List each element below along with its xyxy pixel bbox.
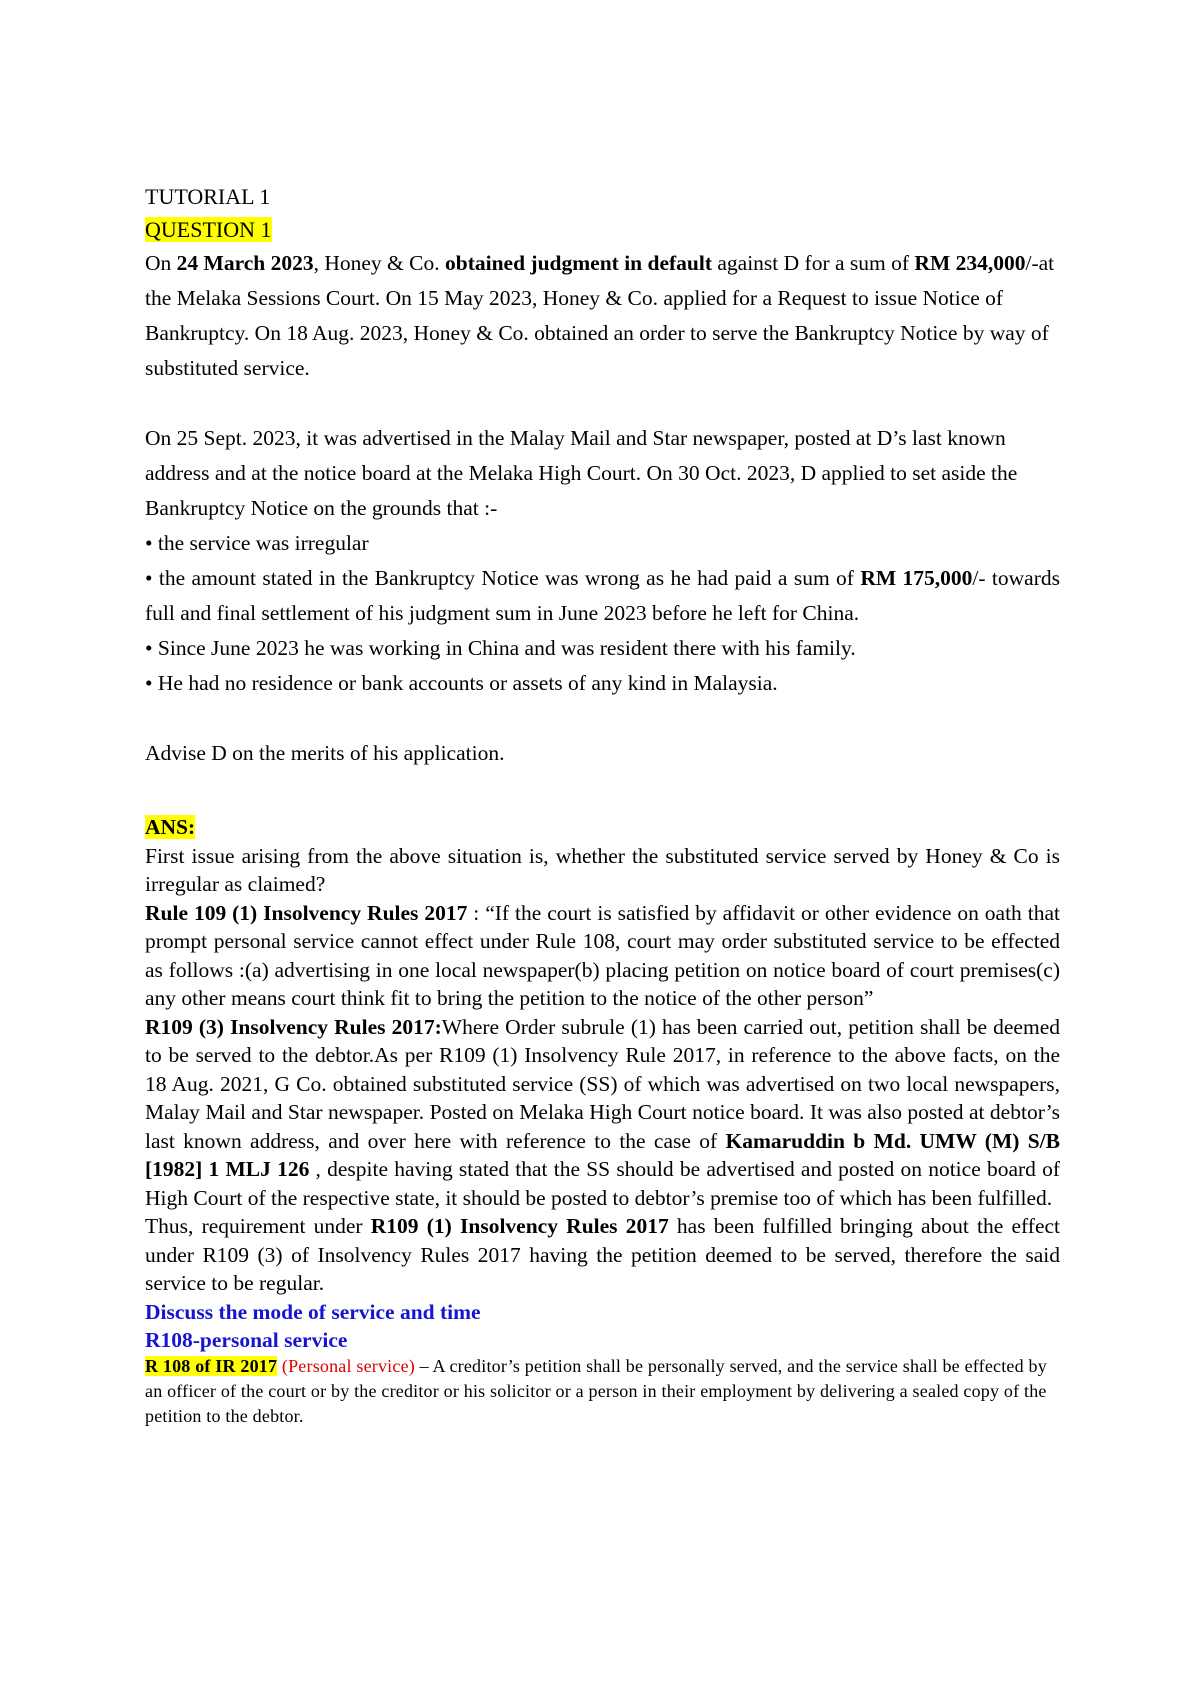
document-body bbox=[145, 180, 1060, 1429]
bullet-item: • He had no residence or bank accounts or assets of any kind in Malaysia. bbox=[145, 671, 778, 695]
answer-label-line bbox=[145, 813, 1060, 842]
text-run: has been fulfilled bringing about the effect under R109 (3) of Insolvency Rules 2017 having the petition deemed to be served, therefore the said service to be regular. bbox=[145, 1214, 1061, 1295]
question-label-line bbox=[145, 213, 1060, 246]
text-run: : “If the court is satisfied by affidavit or other evidence on oath that prompt personal service cannot effect under Rule 108, court may order substituted service to be effected as follows :(a) advertising in one local newspaper(b) placing petition on notice board of court premises(c) any other means court think fit to bring the petition to the notice of the other person” bbox=[145, 900, 1060, 1010]
bold-run: RM 234,000 bbox=[914, 251, 1026, 275]
text-run: , Honey & Co. bbox=[313, 251, 445, 275]
bullet-item: • Since June 2023 he was working in China and was resident there with his family. bbox=[145, 636, 856, 660]
bold-run: obtained judgment in default bbox=[445, 251, 712, 275]
text-run: , despite having stated that the SS should be advertised and posted on notice board of High Court of the respective state, it should be posted to debtor’s premise too of which has been fulfilled. bbox=[145, 1157, 1061, 1210]
answer-label: ANS: bbox=[145, 815, 196, 839]
bullet-item: • the service was irregular bbox=[145, 531, 369, 555]
issue-paragraph: First issue arising from the above situation is, whether the substituted service served by Honey & Co is irregular as claimed? bbox=[145, 843, 1060, 896]
text-run: /- towards full and final settlement of his judgment sum in June 2023 before he left for China. bbox=[145, 566, 1060, 625]
section-heading: R108-personal service bbox=[145, 1327, 348, 1352]
text-run: Where Order subrule (1) has been carried out, petition shall be deemed to be served to the debtor.As per R109 (1) Insolvency Rule 2017, in reference to the above facts, on the 18 Aug. 2021, G Co. obtained substituted service (SS) of which was advertised on two local newspapers, Malay Mail and Star newspaper. Posted on Melaka High Court notice board. It was also posted at debtor’s last known address, and over here with reference to the case of bbox=[145, 1014, 1060, 1153]
text-run: • the amount stated in the Bankruptcy Notice was wrong as he had paid a sum of bbox=[145, 566, 861, 590]
text-run: Thus, requirement under bbox=[145, 1214, 371, 1238]
advise-line: Advise D on the merits of his application. bbox=[145, 741, 505, 765]
case-citation: Kamaruddin b Md. UMW (M) S/B [1982] 1 MLJ 126 bbox=[145, 1128, 1060, 1181]
text-run: On bbox=[145, 251, 177, 275]
bullet-item bbox=[145, 561, 1060, 631]
question-paragraph-2: On 25 Sept. 2023, it was advertised in the Malay Mail and Star newspaper, posted at D’s last known address and at the notice board at the Melaka High Court. On 30 Oct. 2023, D applied to set aside the Bankruptcy Notice on the grounds that :- bbox=[145, 426, 1018, 520]
section-heading: Discuss the mode of service and time bbox=[145, 1299, 481, 1324]
rule-108-label: R 108 of IR 2017 bbox=[145, 1355, 278, 1376]
text-run: against D for a sum of bbox=[712, 251, 915, 275]
bold-run: R109 (1) Insolvency Rules 2017 bbox=[370, 1214, 669, 1238]
bold-run: 24 March 2023 bbox=[176, 251, 314, 275]
question-label: QUESTION 1 bbox=[145, 217, 272, 242]
text-run: /-at the Melaka Sessions Court. On 15 May 2023, Honey & Co. applied for a Request to issue Notice of Bankruptcy. On 18 Aug. 2023, Honey & Co. obtained an order to serve the Bankruptcy Notice by way of substituted service. bbox=[145, 251, 1055, 380]
conclusion-paragraph bbox=[145, 1212, 1060, 1298]
spacer bbox=[145, 771, 1060, 813]
rule-108-paragraph bbox=[145, 1354, 1060, 1429]
red-run: (Personal service) bbox=[277, 1355, 415, 1376]
bold-run: RM 175,000 bbox=[860, 566, 973, 590]
spacer bbox=[145, 701, 1060, 736]
tutorial-title: TUTORIAL 1 bbox=[145, 184, 271, 209]
bold-run: Rule 109 (1) Insolvency Rules 2017 bbox=[145, 900, 468, 925]
rule-109-3-paragraph bbox=[145, 1013, 1060, 1213]
question-paragraph-1 bbox=[145, 246, 1060, 386]
text-run: – A creditor’s petition shall be personally served, and the service shall be effected by an officer of the court or by the creditor or his solicitor or a person in their employment by delivering a sealed copy of the petition to the debtor. bbox=[145, 1355, 1047, 1426]
rule-109-1-paragraph bbox=[145, 899, 1060, 1013]
bold-run: R109 (3) Insolvency Rules 2017: bbox=[145, 1014, 442, 1039]
spacer bbox=[145, 386, 1060, 421]
